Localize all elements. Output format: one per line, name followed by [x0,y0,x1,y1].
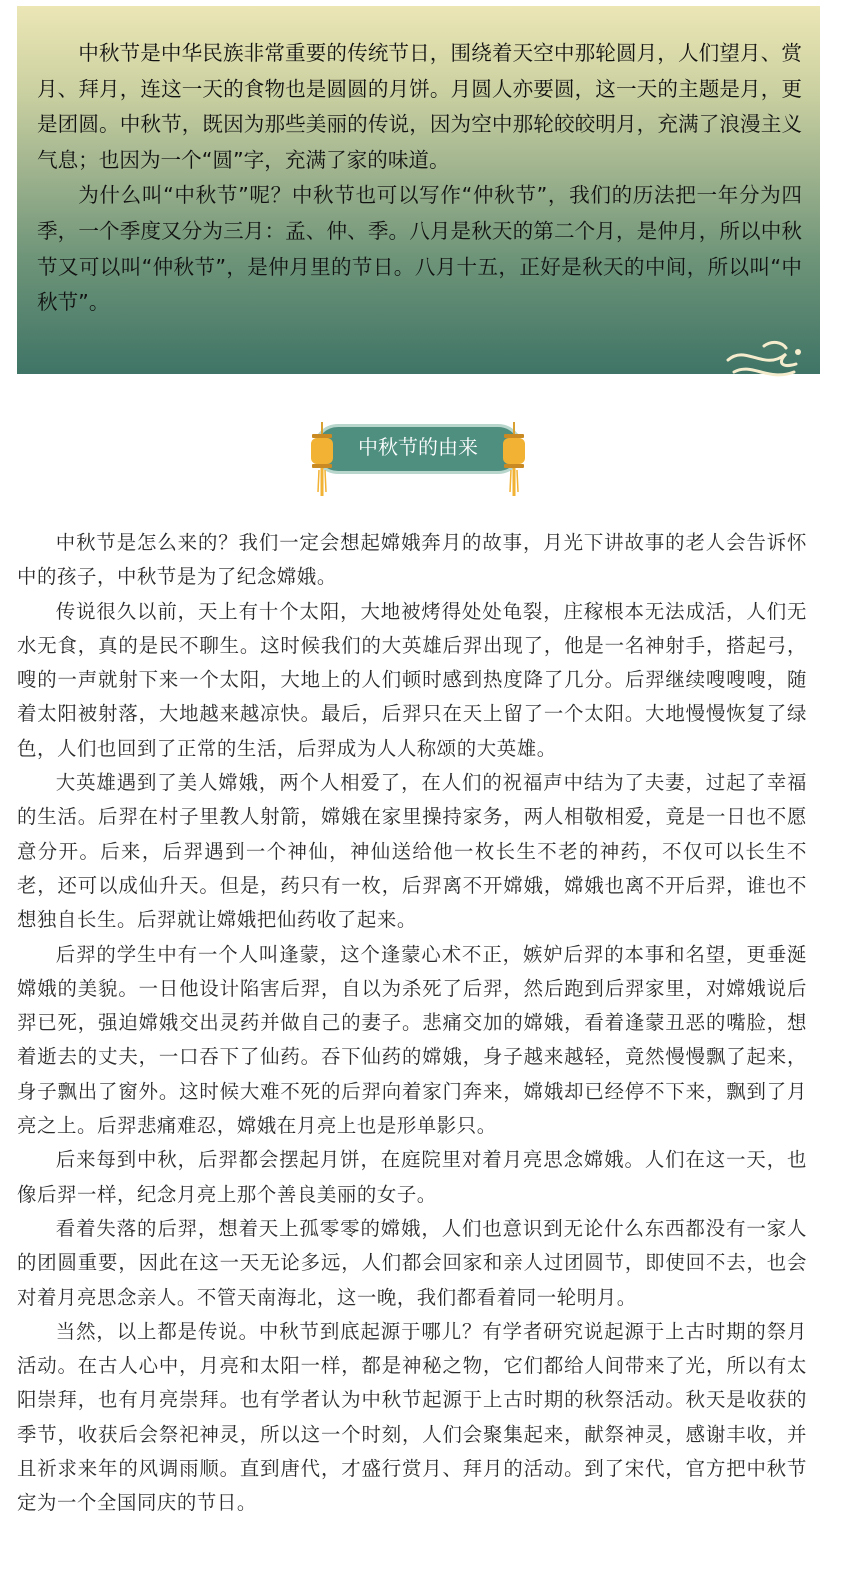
story-paragraph: 后来每到中秋，后羿都会摆起月饼，在庭院里对着月亮思念嫦娥。人们在这一天，也像后羿一样，纪念月亮上那个善良美丽的女子。 [17,1148,807,1206]
story-body [17,526,807,1521]
story-paragraph: 传说很久以前，天上有十个太阳，大地被烤得处处龟裂，庄稼根本无法成活，人们无水无食，真的是民不聊生。这时候我们的大英雄后羿出现了，他是一名神射手，搭起弓，嗖的一声就射下来一个太阳，大地上的人们顿时感到热度降了几分。后羿继续嗖嗖嗖，随着太阳被射落，大地越来越凉快。最后，后羿只在天上留了一个太阳。大地慢慢恢复了绿色，人们也回到了正常的生活，后羿成为人人称颂的大英雄。 [17,599,807,760]
story-paragraph: 大英雄遇到了美人嫦娥，两个人相爱了，在人们的祝福声中结为了夫妻，过起了幸福的生活。后羿在村子里教人射箭，嫦娥在家里操持家务，两人相敬相爱，竟是一日也不愿意分开。后来，后羿遇到一个神仙，神仙送给他一枚长生不老的神药，不仅可以长生不老，还可以成仙升天。但是，药只有一枚，后羿离不开嫦娥，嫦娥也离不开后羿，谁也不想独自长生。后羿就让嫦娥把仙药收了起来。 [17,771,807,932]
cloud-wave-ornament-icon [724,338,806,390]
intro-paragraph-1: 中秋节是中华民族非常重要的传统节日，围绕着天空中那轮圆月，人们望月、赏月、拜月，连这一天的食物也是圆圆的月饼。月圆人亦要圆，这一天的主题是月，更是团圆。中秋节，既因为那些美丽的传说，因为空中那轮皎皎明月，充满了浪漫主义气息；也因为一个“圆”字，充满了家的味道。 [37,41,802,172]
intro-paragraph-2: 为什么叫“中秋节”呢？中秋节也可以写作“仲秋节”，我们的历法把一年分为四季，一个季度又分为三月：孟、仲、季。八月是秋天的第二个月，是仲月，所以中秋节又可以叫“仲秋节”，是仲月里的节日。八月十五，正好是秋天的中间，所以叫“中秋节”。 [37,183,802,315]
intro-card [17,6,820,374]
section-heading-banner [309,420,527,500]
section-title: 中秋节的由来 [358,435,478,459]
lantern-icon [501,420,527,500]
story-paragraph: 中秋节是怎么来的？我们一定会想起嫦娥奔月的故事，月光下讲故事的老人会告诉怀中的孩子，中秋节是为了纪念嫦娥。 [17,531,807,589]
story-paragraph: 当然，以上都是传说。中秋节到底起源于哪儿？有学者研究说起源于上古时期的祭月活动。在古人心中，月亮和太阳一样，都是神秘之物，它们都给人间带来了光，所以有太阳崇拜，也有月亮崇拜。也有学者认为中秋节起源于上古时期的秋祭活动。秋天是收获的季节，收获后会祭祀神灵，所以这一个时刻，人们会聚集起来，献祭神灵，感谢丰收，并且祈求来年的风调雨顺。直到唐代，才盛行赏月、拜月的活动。到了宋代，官方把中秋节定为一个全国同庆的节日。 [17,1319,807,1515]
lantern-icon [309,420,335,500]
story-paragraph: 看着失落的后羿，想着天上孤零零的嫦娥，人们也意识到无论什么东西都没有一家人的团圆重要，因此在这一天无论多远，人们都会回家和亲人过团圆节，即使回不去，也会对着月亮思念亲人。不管天南海北，这一晚，我们都看着同一轮明月。 [17,1216,807,1309]
story-paragraph: 后羿的学生中有一个人叫逢蒙，这个逢蒙心术不正，嫉妒后羿的本事和名望，更垂涎嫦娥的美貌。一日他设计陷害后羿，自以为杀死了后羿，然后跑到后羿家里，对嫦娥说后羿已死，强迫嫦娥交出灵药并做自己的妻子。悲痛交加的嫦娥，看着逢蒙丑恶的嘴脸，想着逝去的丈夫，一口吞下了仙药。吞下仙药的嫦娥，身子越来越轻，竟然慢慢飘了起来，身子飘出了窗外。这时候大难不死的后羿向着家门奔来，嫦娥却已经停不下来，飘到了月亮之上。后羿悲痛难忍，嫦娥在月亮上也是形单影只。 [17,942,807,1138]
